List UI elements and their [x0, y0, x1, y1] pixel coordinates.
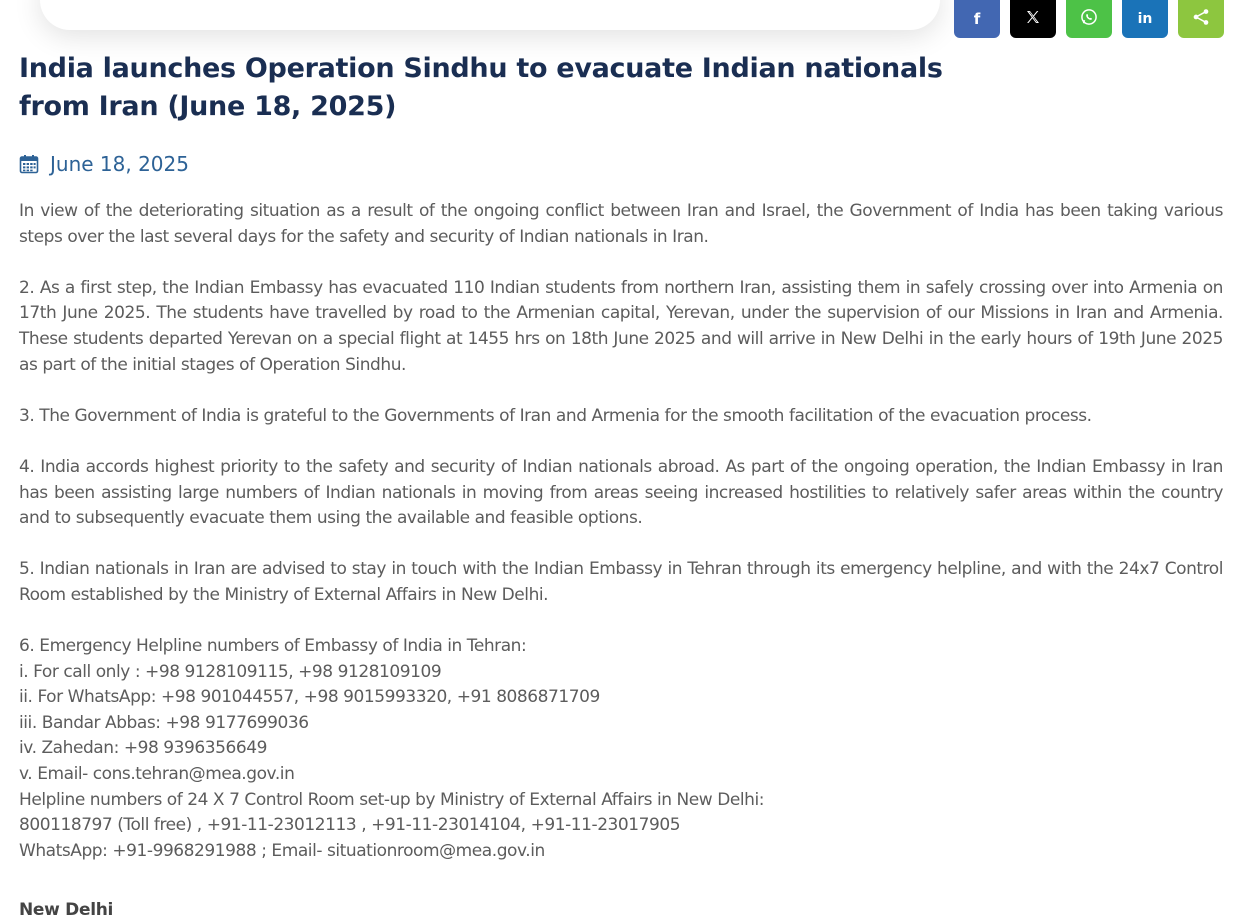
article-date-row [19, 152, 189, 176]
x-share-button[interactable] [1010, 0, 1056, 38]
whatsapp-icon [1079, 7, 1099, 31]
article-body [19, 199, 1223, 864]
share-icon [1191, 7, 1211, 31]
helpline-email: v. Email- cons.tehran@mea.gov.in [19, 764, 295, 785]
article-date: June 18, 2025 [50, 152, 189, 176]
helpline-call-only: i. For call only : +98 9128109115, +98 9128109109 [19, 661, 442, 682]
linkedin-icon: in [1137, 11, 1153, 27]
helpline-bandar-abbas: iii. Bandar Abbas: +98 9177699036 [19, 712, 309, 733]
helpline-zahedan: iv. Zahedan: +98 9396356649 [19, 738, 267, 759]
linkedin-share-button[interactable] [1122, 0, 1168, 38]
control-room-numbers: 800118797 (Toll free) , +91-11-23012113 , +91-11-23014104, +91-11-23017905 [19, 815, 681, 836]
facebook-icon: f [973, 10, 981, 28]
control-room-whatsapp-email: WhatsApp: +91-9968291988 ; Email- situationroom@mea.gov.in [19, 840, 545, 861]
paragraph-1: In view of the deteriorating situation as a result of the ongoing conflict between Iran and Israel, the Government of India has been taking various steps over the last several days for the safety and security of Indian nationals in Iran. [19, 201, 1223, 247]
paragraph-4: 4. India accords highest priority to the safety and security of Indian nationals abroad. As part of the ongoing operation, the Indian Embassy in Iran has been assisting large numbers of Indian nationals in moving from areas seeing increased hostilities to relatively safer areas within the country and to subsequently evacuate them using the available and feasible options. [19, 456, 1223, 529]
paragraph-3: 3. The Government of India is grateful to the Governments of Iran and Armenia for the smooth facilitation of the evacuation process. [19, 405, 1092, 426]
helpline-whatsapp: ii. For WhatsApp: +98 901044557, +98 9015993320, +91 8086871709 [19, 687, 600, 708]
share-bar [954, 0, 1224, 38]
article-title: India launches Operation Sindhu to evacuate Indian nationals from Iran (June 18, 2025) [19, 53, 943, 122]
share-button[interactable] [1178, 0, 1224, 38]
dateline-location: New Delhi [19, 900, 114, 920]
paragraph-2: 2. As a first step, the Indian Embassy has evacuated 110 Indian students from northern Iran, assisting them in safely crossing over into Armenia on 17th June 2025. The students have travelled by road to the Armenian capital, Yerevan, under the supervision of our Missions in Iran and Armenia. These students departed Yerevan on a special flight at 1455 hrs on 18th June 2025 and will arrive in New Delhi in the early hours of 19th June 2025 as part of the initial stages of Operation Sindhu. [19, 277, 1223, 375]
helpline-heading: 6. Emergency Helpline numbers of Embassy of India in Tehran: [19, 636, 527, 657]
header-shadow [40, 0, 940, 30]
control-room-heading: Helpline numbers of 24 X 7 Control Room set-up by Ministry of External Affairs in New Delhi: [19, 789, 765, 810]
helpline-block [19, 634, 1223, 864]
paragraph-5: 5. Indian nationals in Iran are advised to stay in touch with the Indian Embassy in Tehran through its emergency helpline, and with the 24x7 Control Room established by the Ministry of External Affairs in New Delhi. [19, 559, 1223, 605]
x-icon [1025, 9, 1041, 29]
facebook-share-button[interactable] [954, 0, 1000, 38]
calendar-icon [19, 154, 39, 174]
whatsapp-share-button[interactable] [1066, 0, 1112, 38]
